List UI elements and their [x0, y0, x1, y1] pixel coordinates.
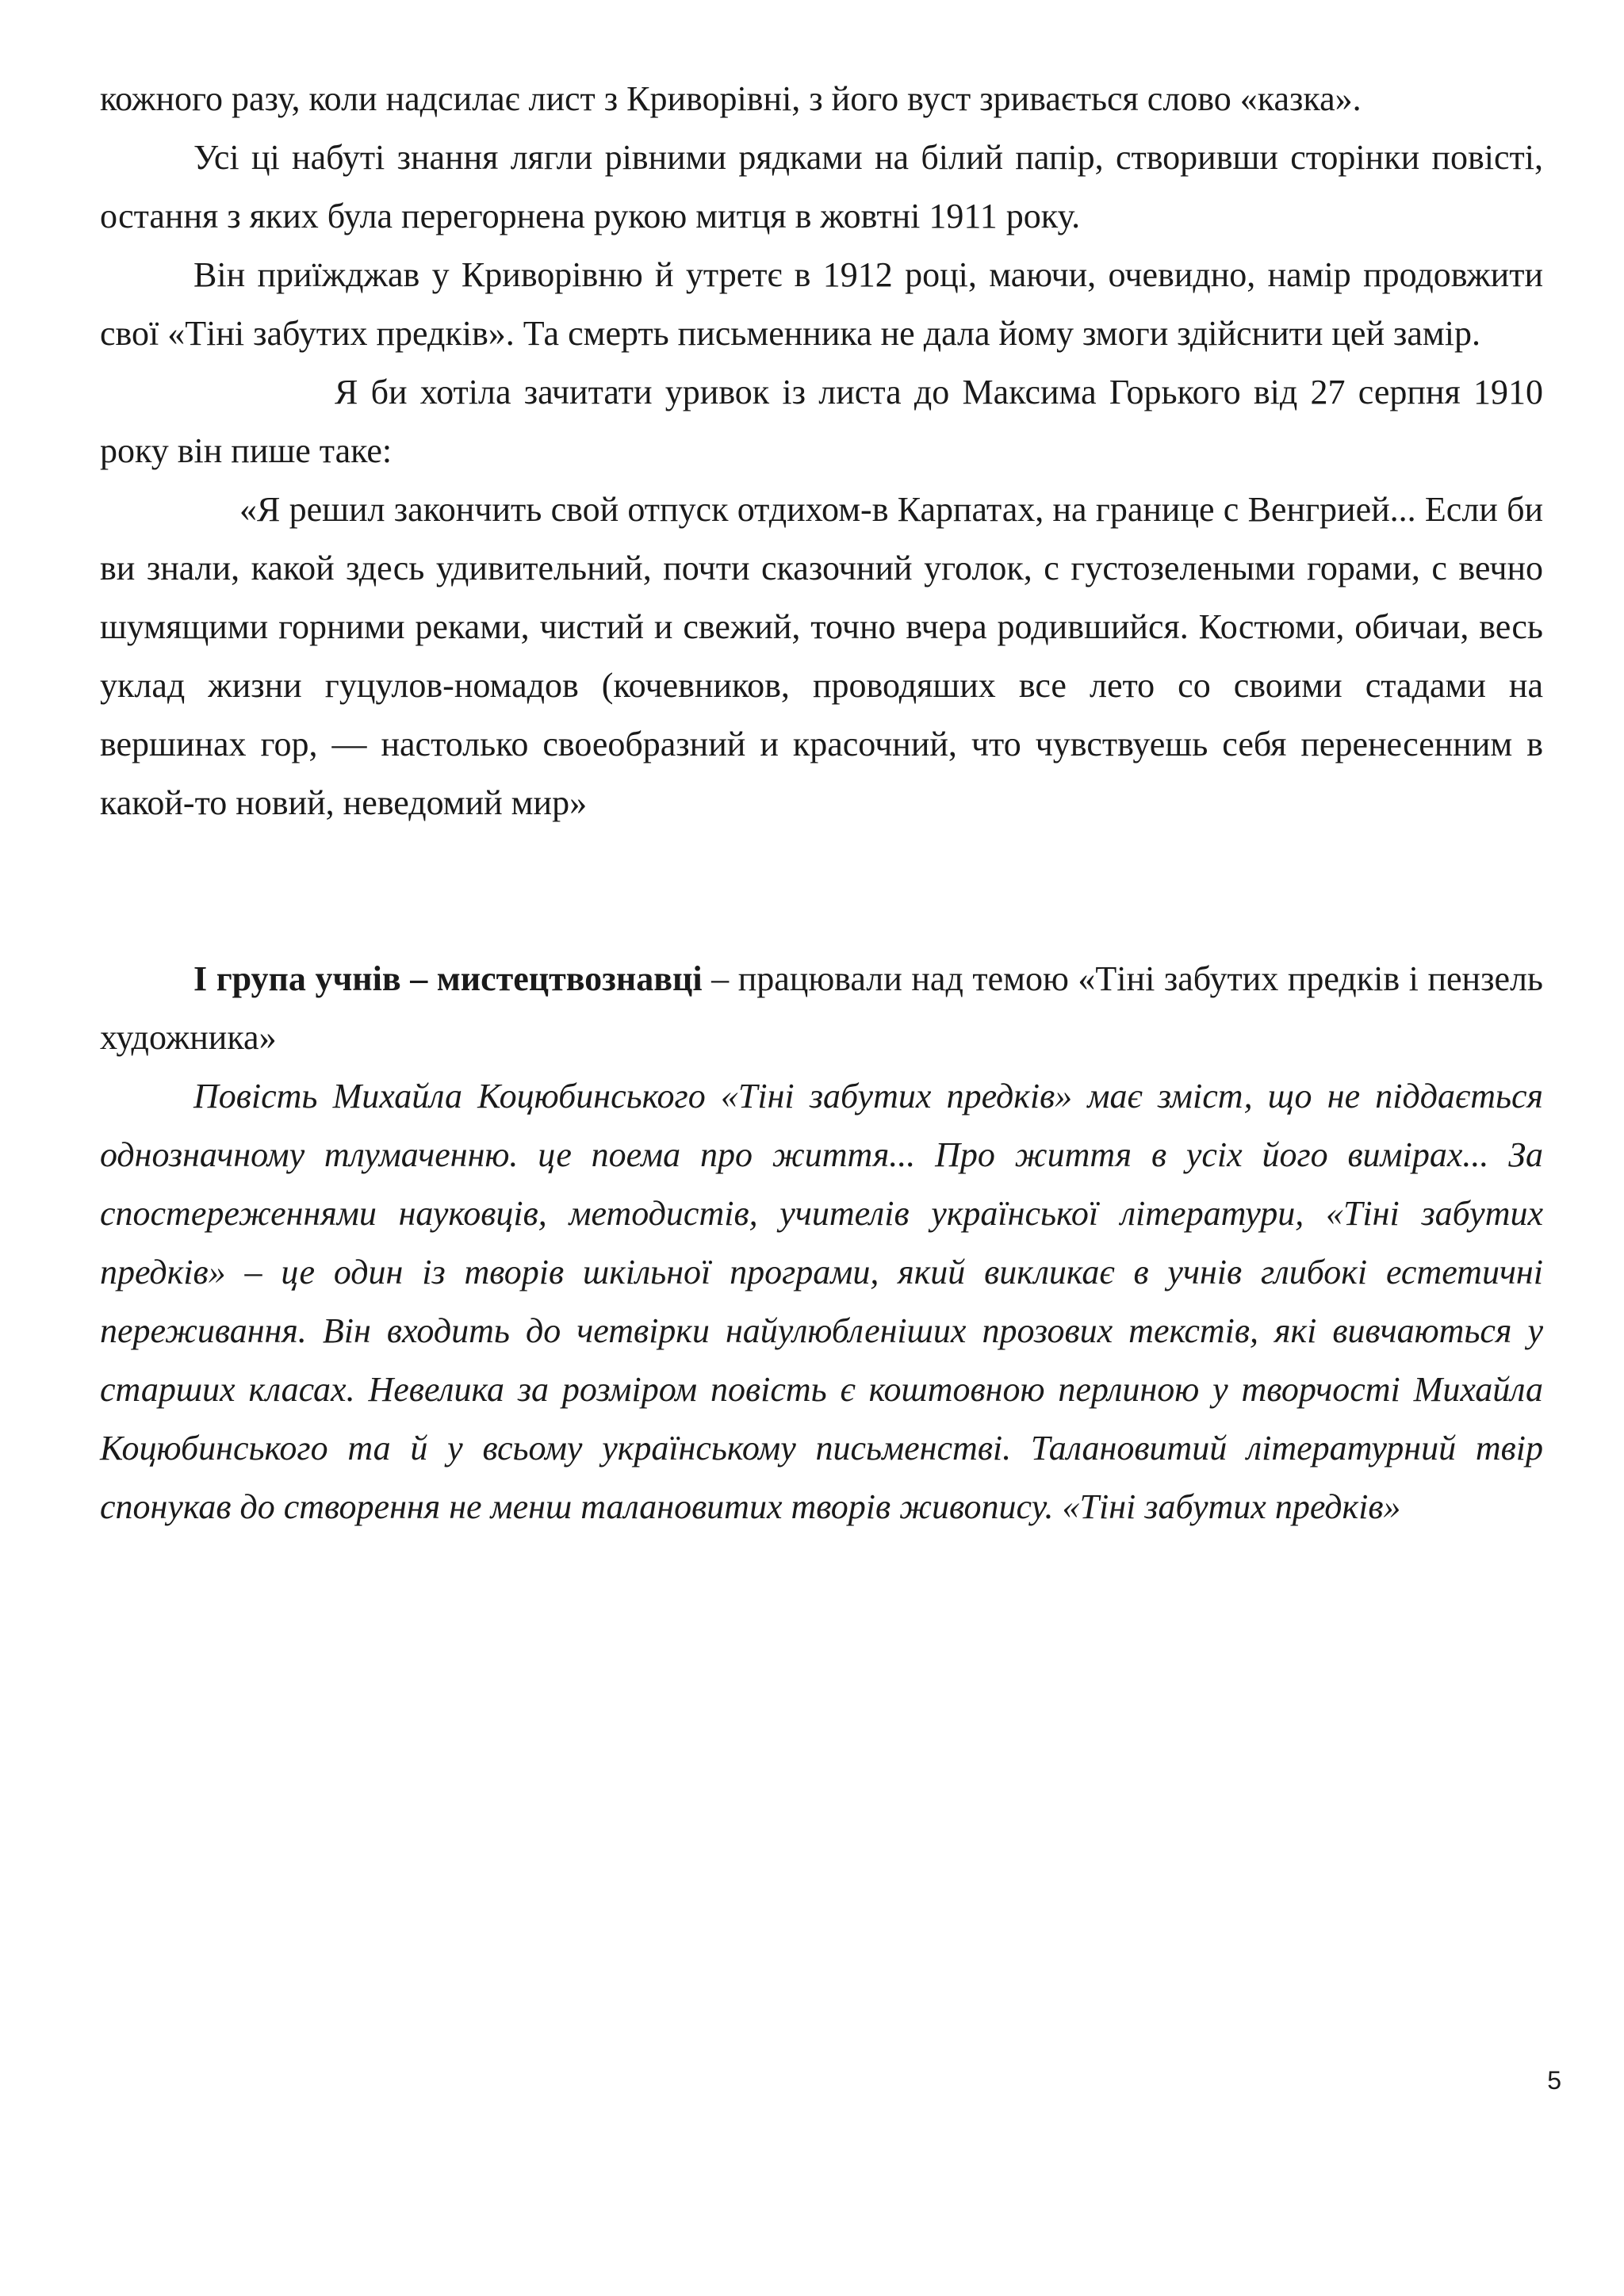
- paragraph-kazka: кожного разу, коли надсилає лист з Криворівні, з його вуст зривається слово «казка».: [100, 79, 1362, 118]
- letter-quote: «Я решил закончить свой отпуск отдихом-в Карпатах, на границе с Венгрией... Если би ви знали, какой здесь удивительний, почти сказочний уголок, с густозелеными горами, с вечно шумящими горними реками, чистий и свежий, точно вчера родившийся. Костюми, обичаи, весь уклад жизни гуцулов-номадов (кочевников, проводяших все лето со своими стадами на вершинах гор, — настолько своеобразний и красочний, что чувствуешь себя перенесенним в какой-то новий, неведомий мир»: [100, 490, 1543, 822]
- group-heading: І група учнів – мистецтвознавці: [193, 959, 703, 998]
- group-heading-paragraph: [100, 950, 1543, 1067]
- section-gap: [100, 832, 1543, 950]
- paragraph-knowledge: Усі ці набуті знання лягли рівними рядками на білий папір, створивши сторінки повісті, остання з яких була перегорнена рукою митця в жовтні 1911 року.: [100, 138, 1543, 235]
- paragraph-letter-intro: Я би хотіла зачитати уривок із листа до Максима Горького від 27 серпня 1910 року він пише таке:: [100, 373, 1543, 470]
- group-topic: – працювали над темою «Тіні забутих предків і пензель художника»: [100, 959, 1544, 1057]
- paragraph-third-visit: Він приїжджав у Криворівню й утретє в 1912 році, маючи, очевидно, намір продовжити свої «Тіні забутих предків». Та смерть письменника не дала йому змоги здійснити цей замір.: [100, 255, 1543, 353]
- page-number: 5: [1547, 2066, 1561, 2095]
- italic-paragraph: Повість Михайла Коцюбинського «Тіні забутих предків» має зміст, що не піддається однозначному тлумаченню. це поема про життя... Про життя в усіх його вимірах... За спостереженнями науковців, методистів, учителів української літератури, «Тіні забутих предків» – це один із творів шкільної програми, який викликає в учнів глибокі естетичні переживання. Він входить до четвірки найулюбленіших прозових текстів, які вивчаються у старших класах. Невелика за розміром повість є коштовною перлиною у творчості Михайла Коцюбинського та й у всьому українському письменстві. Талановитий літературний твір спонукав до створення не менш талановитих творів живопису. «Тіні забутих предків»: [100, 1077, 1543, 1526]
- page-body: [100, 70, 1543, 1536]
